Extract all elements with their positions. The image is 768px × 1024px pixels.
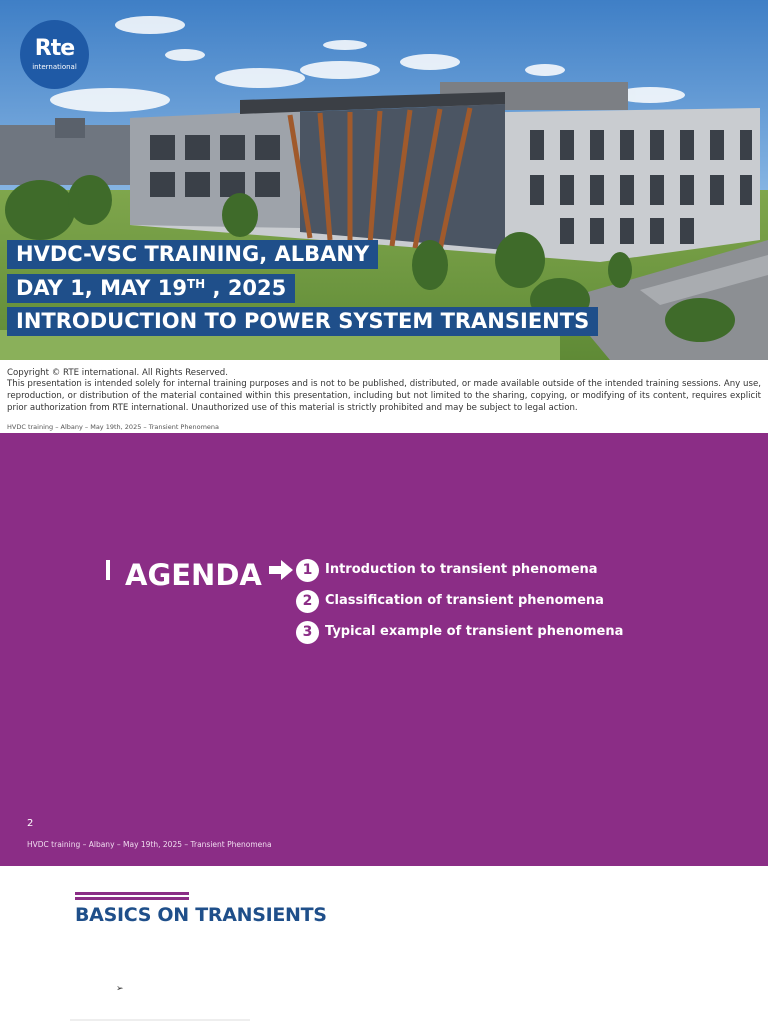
agenda-item-label: Typical example of transient phenomena: [325, 624, 624, 639]
title-line-2-main: DAY 1, MAY 19: [16, 276, 187, 300]
legal-notice: This presentation is intended solely for internal training purposes and is not to be published, distributed, or made available outside of the intended training sessions. Any use, reproduction, or distribution of the material contained within this presentation, including but not limited to the sharing, copying, or modifying of its content, requires explicit prior authorization from RTE international. Unauthorized use of this material is strictly prohibited and may be subject to legal action.: [7, 379, 761, 413]
title-line-2: [7, 274, 295, 303]
slide-footer: HVDC training – Albany – May 19th, 2025 – Transient Phenomena: [27, 840, 272, 849]
logo-wordmark: Rte: [34, 36, 75, 61]
title-slide: [0, 0, 768, 433]
agenda-number-badge: 1: [296, 559, 319, 582]
logo-subtitle: international: [32, 63, 77, 71]
page-number: 2: [27, 818, 34, 829]
agenda-item-label: Classification of transient phenomena: [325, 593, 604, 608]
agenda-title: AGENDA: [125, 558, 262, 592]
section-title: BASICS ON TRANSIENTS: [75, 904, 327, 926]
title-line-2-sup: TH: [186, 277, 206, 291]
bullet-arrow-icon: ➢: [116, 984, 124, 994]
copyright-notice: Copyright © RTE international. All Rights Reserved.: [7, 368, 228, 378]
building-photo: [0, 0, 768, 360]
title-line-3: INTRODUCTION TO POWER SYSTEM TRANSIENTS: [7, 307, 598, 336]
title-accent-bar: [106, 560, 110, 580]
title-line-2-tail: , 2025: [205, 276, 287, 300]
title-rule-top: [75, 892, 189, 895]
title-rule-bottom: [75, 897, 189, 900]
slide-footer: HVDC training – Albany – May 19th, 2025 – Transient Phenomena: [7, 423, 220, 431]
agenda-item-label: Introduction to transient phenomena: [325, 562, 598, 577]
section-slide: [0, 866, 768, 1024]
arrow-right-icon: [269, 560, 293, 584]
agenda-number-badge: 3: [296, 621, 319, 644]
agenda-slide: [0, 433, 768, 866]
agenda-number-badge: 2: [296, 590, 319, 613]
rte-logo: [20, 20, 89, 89]
title-line-1: HVDC-VSC TRAINING, ALBANY: [7, 240, 378, 269]
divider: [70, 1019, 250, 1021]
